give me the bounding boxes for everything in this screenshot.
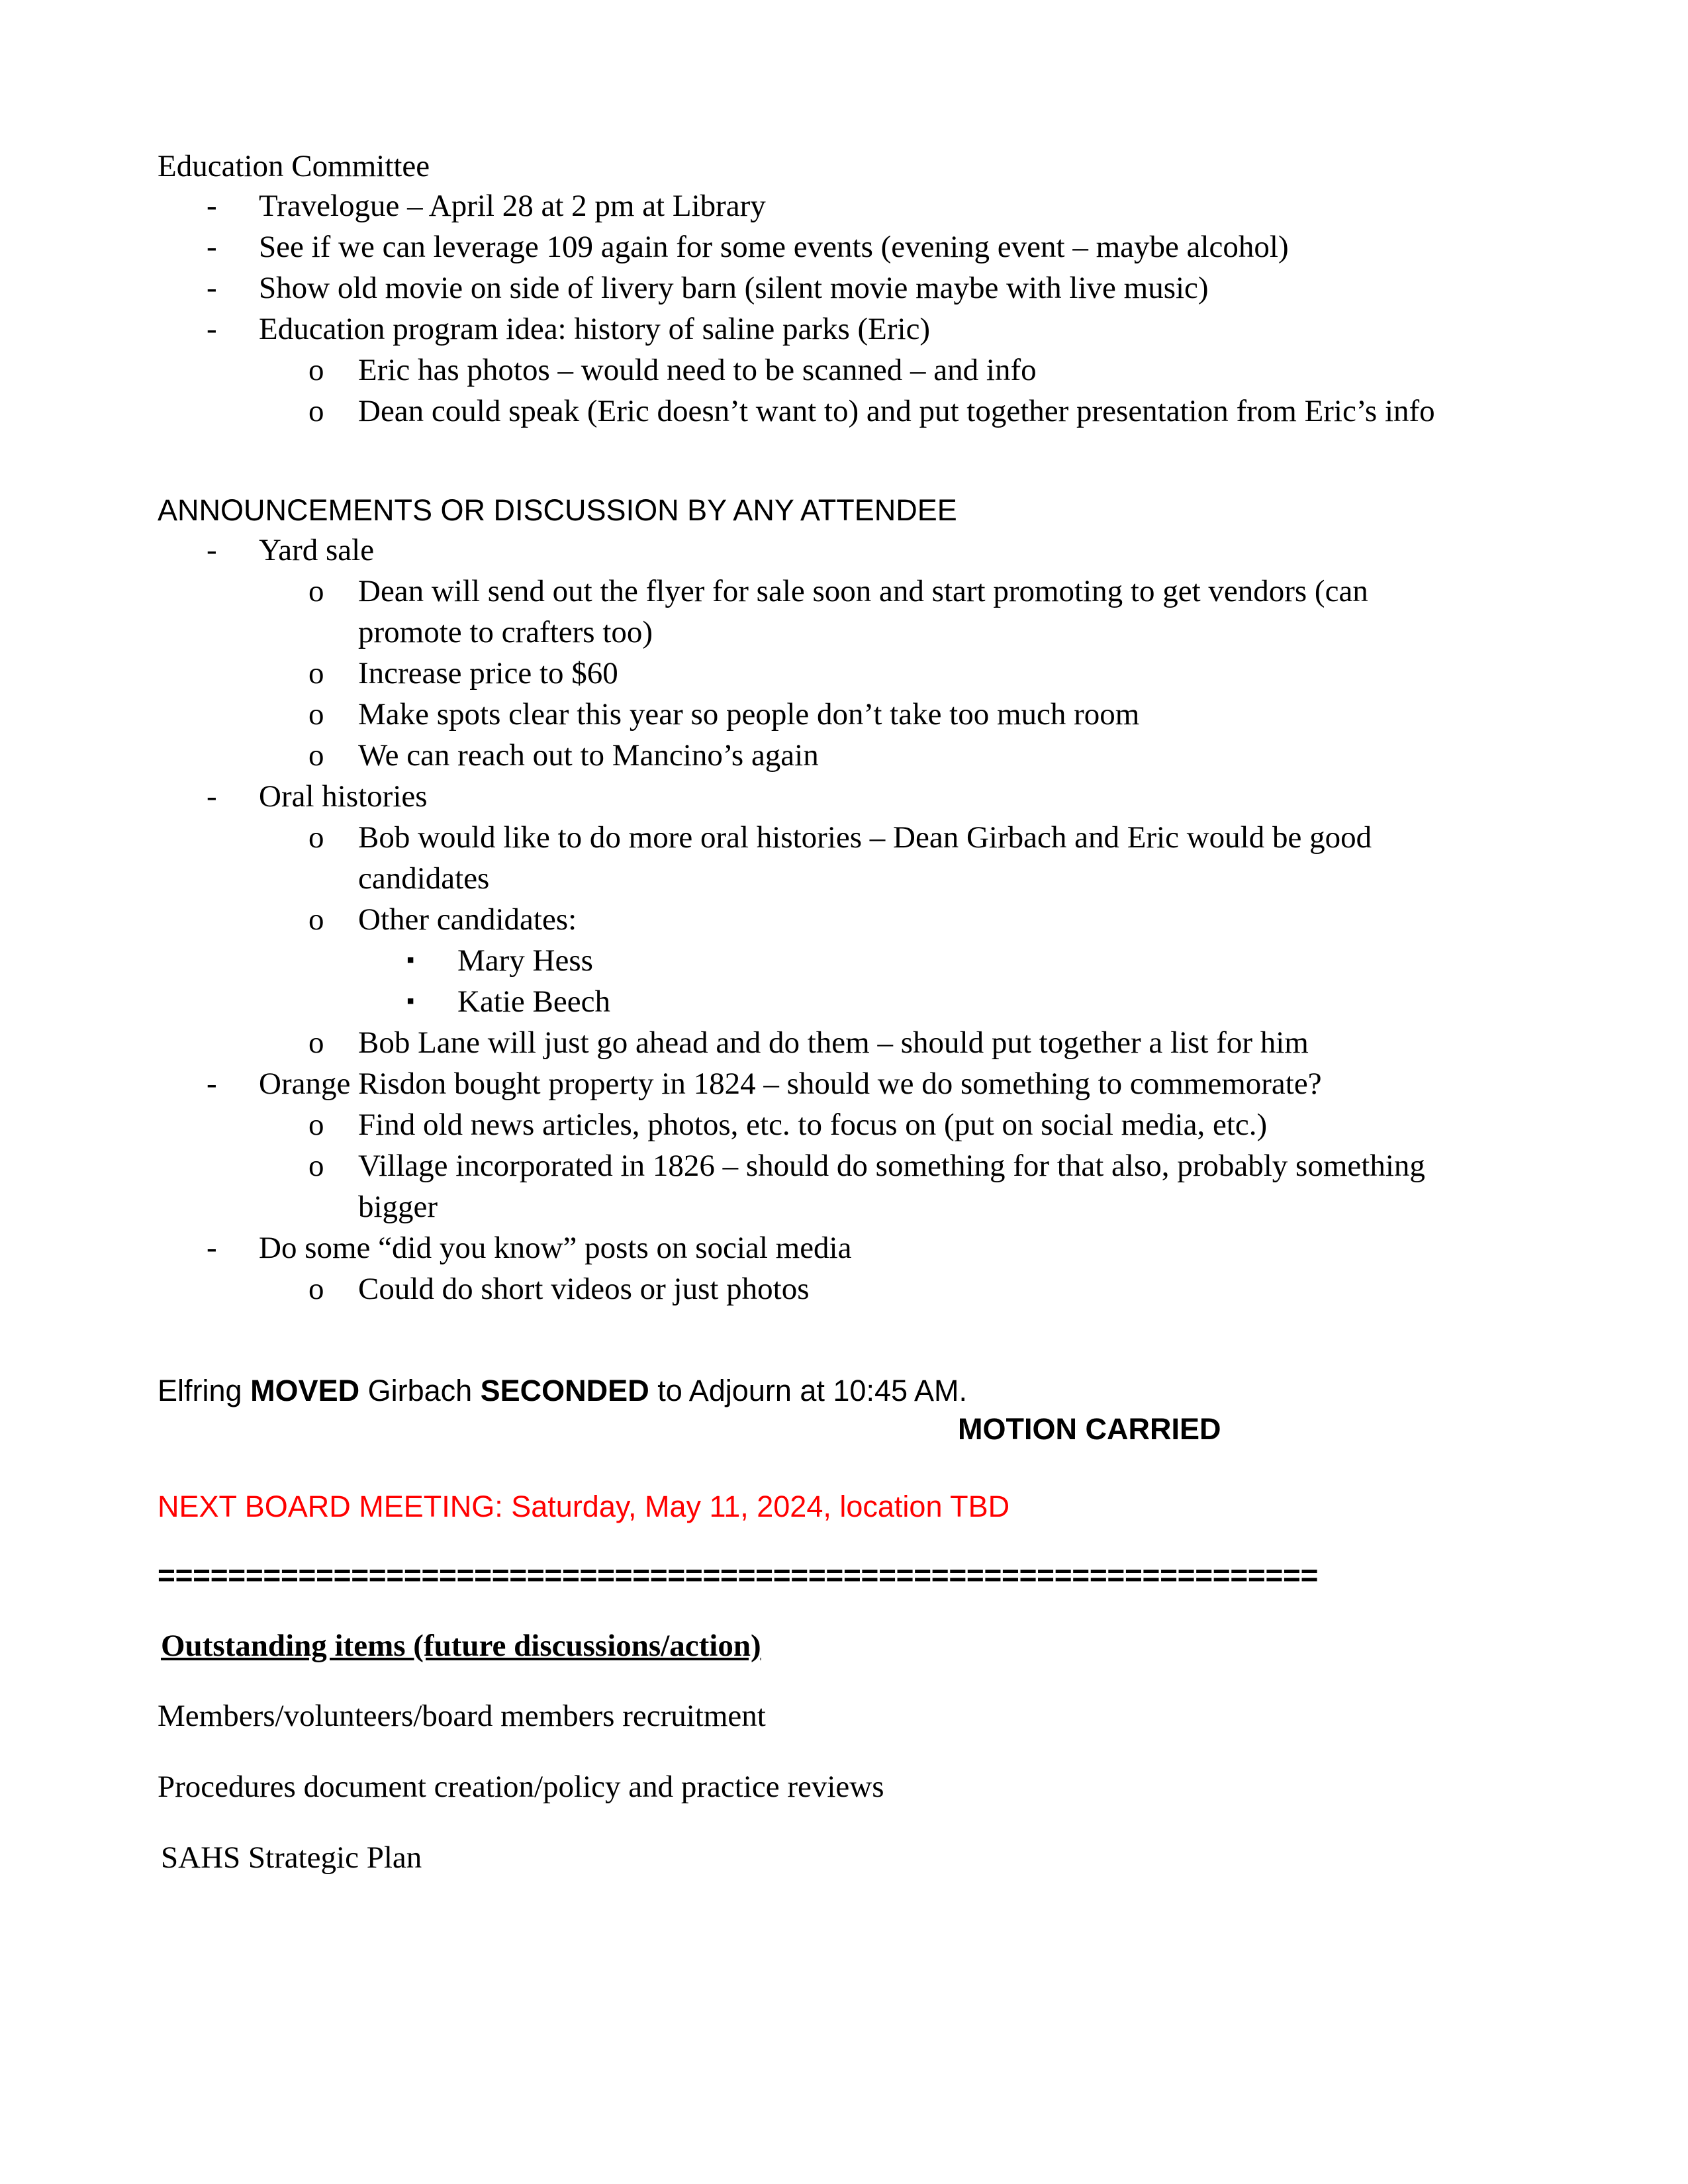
sub-list-item-continuation — [0, 1186, 1688, 1227]
divider: ================================================================== — [158, 1558, 1319, 1592]
outstanding-item: Members/volunteers/board members recruitment — [158, 1699, 766, 1733]
motion-carried: MOTION CARRIED — [958, 1412, 1221, 1446]
list-item-text: Education program idea: history of saline parks (Eric) — [259, 312, 931, 346]
list-item-text: Yard sale — [259, 533, 375, 567]
sub-list-item-text: We can reach out to Mancino’s again — [358, 738, 819, 773]
motion-moved: MOVED — [250, 1374, 360, 1407]
list-item-text: Oral histories — [259, 779, 428, 814]
bullet-dash: - — [207, 1231, 217, 1265]
sub-list-item-text: Make spots clear this year so people don’t take too much room — [358, 697, 1140, 732]
next-meeting: NEXT BOARD MEETING: Saturday, May 11, 2024, location TBD — [158, 1490, 1010, 1523]
sub-list-item-text: Could do short videos or just photos — [358, 1272, 810, 1306]
sub-list-item — [0, 694, 1688, 735]
sub-list-item-text: Bob would like to do more oral histories – Dean Girbach and Eric would be good — [358, 820, 1372, 855]
list-item — [0, 1227, 1688, 1268]
sub-list-item — [0, 350, 1688, 391]
bullet-o: o — [308, 353, 324, 387]
bullet-o: o — [308, 738, 324, 773]
sub-list-item-text: candidates — [358, 861, 490, 896]
sub-list-item — [0, 1145, 1688, 1186]
sub-list-item-text: promote to crafters too) — [358, 615, 653, 649]
list-item — [0, 185, 1688, 226]
sub-list-item — [0, 571, 1688, 612]
education-heading: Education Committee — [158, 149, 430, 183]
bullet-o: o — [308, 1025, 324, 1060]
sub-sub-list-item — [0, 981, 1688, 1022]
bullet-dash: - — [207, 1067, 217, 1101]
sub-sub-list-item-text: Mary Hess — [457, 943, 593, 978]
outstanding-item: Procedures document creation/policy and practice reviews — [158, 1770, 884, 1804]
bullet-dash: - — [207, 779, 217, 814]
sub-list-item-text: Dean could speak (Eric doesn’t want to) and put together presentation from Eric’s info — [358, 394, 1435, 428]
bullet-dash: - — [207, 189, 217, 223]
sub-list-item — [0, 1022, 1688, 1063]
sub-list-item-text: bigger — [358, 1190, 438, 1224]
motion-seconded: SECONDED — [480, 1374, 649, 1407]
announcements-heading: ANNOUNCEMENTS OR DISCUSSION BY ANY ATTENDEE — [158, 493, 957, 527]
sub-list-item — [0, 653, 1688, 694]
bullet-o: o — [308, 394, 324, 428]
sub-list-item-continuation — [0, 612, 1688, 653]
list-item-text: Orange Risdon bought property in 1824 – should we do something to commemorate? — [259, 1067, 1322, 1101]
list-item — [0, 226, 1688, 267]
sub-list-item — [0, 1268, 1688, 1309]
list-item — [0, 309, 1688, 350]
bullet-dash: - — [207, 312, 217, 346]
motion-text: Elfring — [158, 1374, 251, 1407]
bullet-o: o — [308, 820, 324, 855]
list-item — [0, 1063, 1688, 1104]
bullet-o: o — [308, 902, 324, 937]
sub-list-item-text: Dean will send out the flyer for sale soon and start promoting to get vendors (can — [358, 574, 1368, 608]
sub-list-item-text: Other candidates: — [358, 902, 577, 937]
sub-sub-list-item-text: Katie Beech — [457, 984, 610, 1019]
list-item — [0, 267, 1688, 309]
motion-text: Girbach — [359, 1374, 481, 1407]
sub-list-item — [0, 1104, 1688, 1145]
list-item — [0, 530, 1688, 571]
sub-list-item — [0, 817, 1688, 858]
sub-list-item — [0, 899, 1688, 940]
bullet-o: o — [308, 1108, 324, 1142]
sub-list-item-continuation — [0, 858, 1688, 899]
list-item-text: Do some “did you know” posts on social media — [259, 1231, 852, 1265]
bullet-dash: - — [207, 533, 217, 567]
bullet-square: ▪ — [406, 989, 415, 1014]
bullet-square: ▪ — [406, 948, 415, 973]
bullet-o: o — [308, 574, 324, 608]
bullet-dash: - — [207, 230, 217, 264]
list-item — [0, 776, 1688, 817]
list-item-text: Travelogue – April 28 at 2 pm at Library — [259, 189, 766, 223]
sub-list-item-text: Find old news articles, photos, etc. to focus on (put on social media, etc.) — [358, 1108, 1268, 1142]
list-item-text: Show old movie on side of livery barn (silent movie maybe with live music) — [259, 271, 1209, 305]
sub-list-item-text: Village incorporated in 1826 – should do something for that also, probably something — [358, 1149, 1425, 1183]
sub-list-item-text: Increase price to $60 — [358, 656, 618, 690]
outstanding-heading: Outstanding items (future discussions/action) — [161, 1629, 761, 1663]
outstanding-item: SAHS Strategic Plan — [161, 1840, 422, 1875]
bullet-dash: - — [207, 271, 217, 305]
sub-list-item — [0, 735, 1688, 776]
bullet-o: o — [308, 1149, 324, 1183]
bullet-o: o — [308, 697, 324, 732]
sub-list-item-text: Bob Lane will just go ahead and do them – should put together a list for him — [358, 1025, 1309, 1060]
sub-list-item-text: Eric has photos – would need to be scanned – and info — [358, 353, 1037, 387]
list-item-text: See if we can leverage 109 again for some events (evening event – maybe alcohol) — [259, 230, 1289, 264]
bullet-o: o — [308, 656, 324, 690]
sub-sub-list-item — [0, 940, 1688, 981]
motion-text: to Adjourn at 10:45 AM. — [649, 1374, 968, 1407]
sub-list-item — [0, 391, 1688, 432]
bullet-o: o — [308, 1272, 324, 1306]
motion-line — [158, 1372, 967, 1410]
